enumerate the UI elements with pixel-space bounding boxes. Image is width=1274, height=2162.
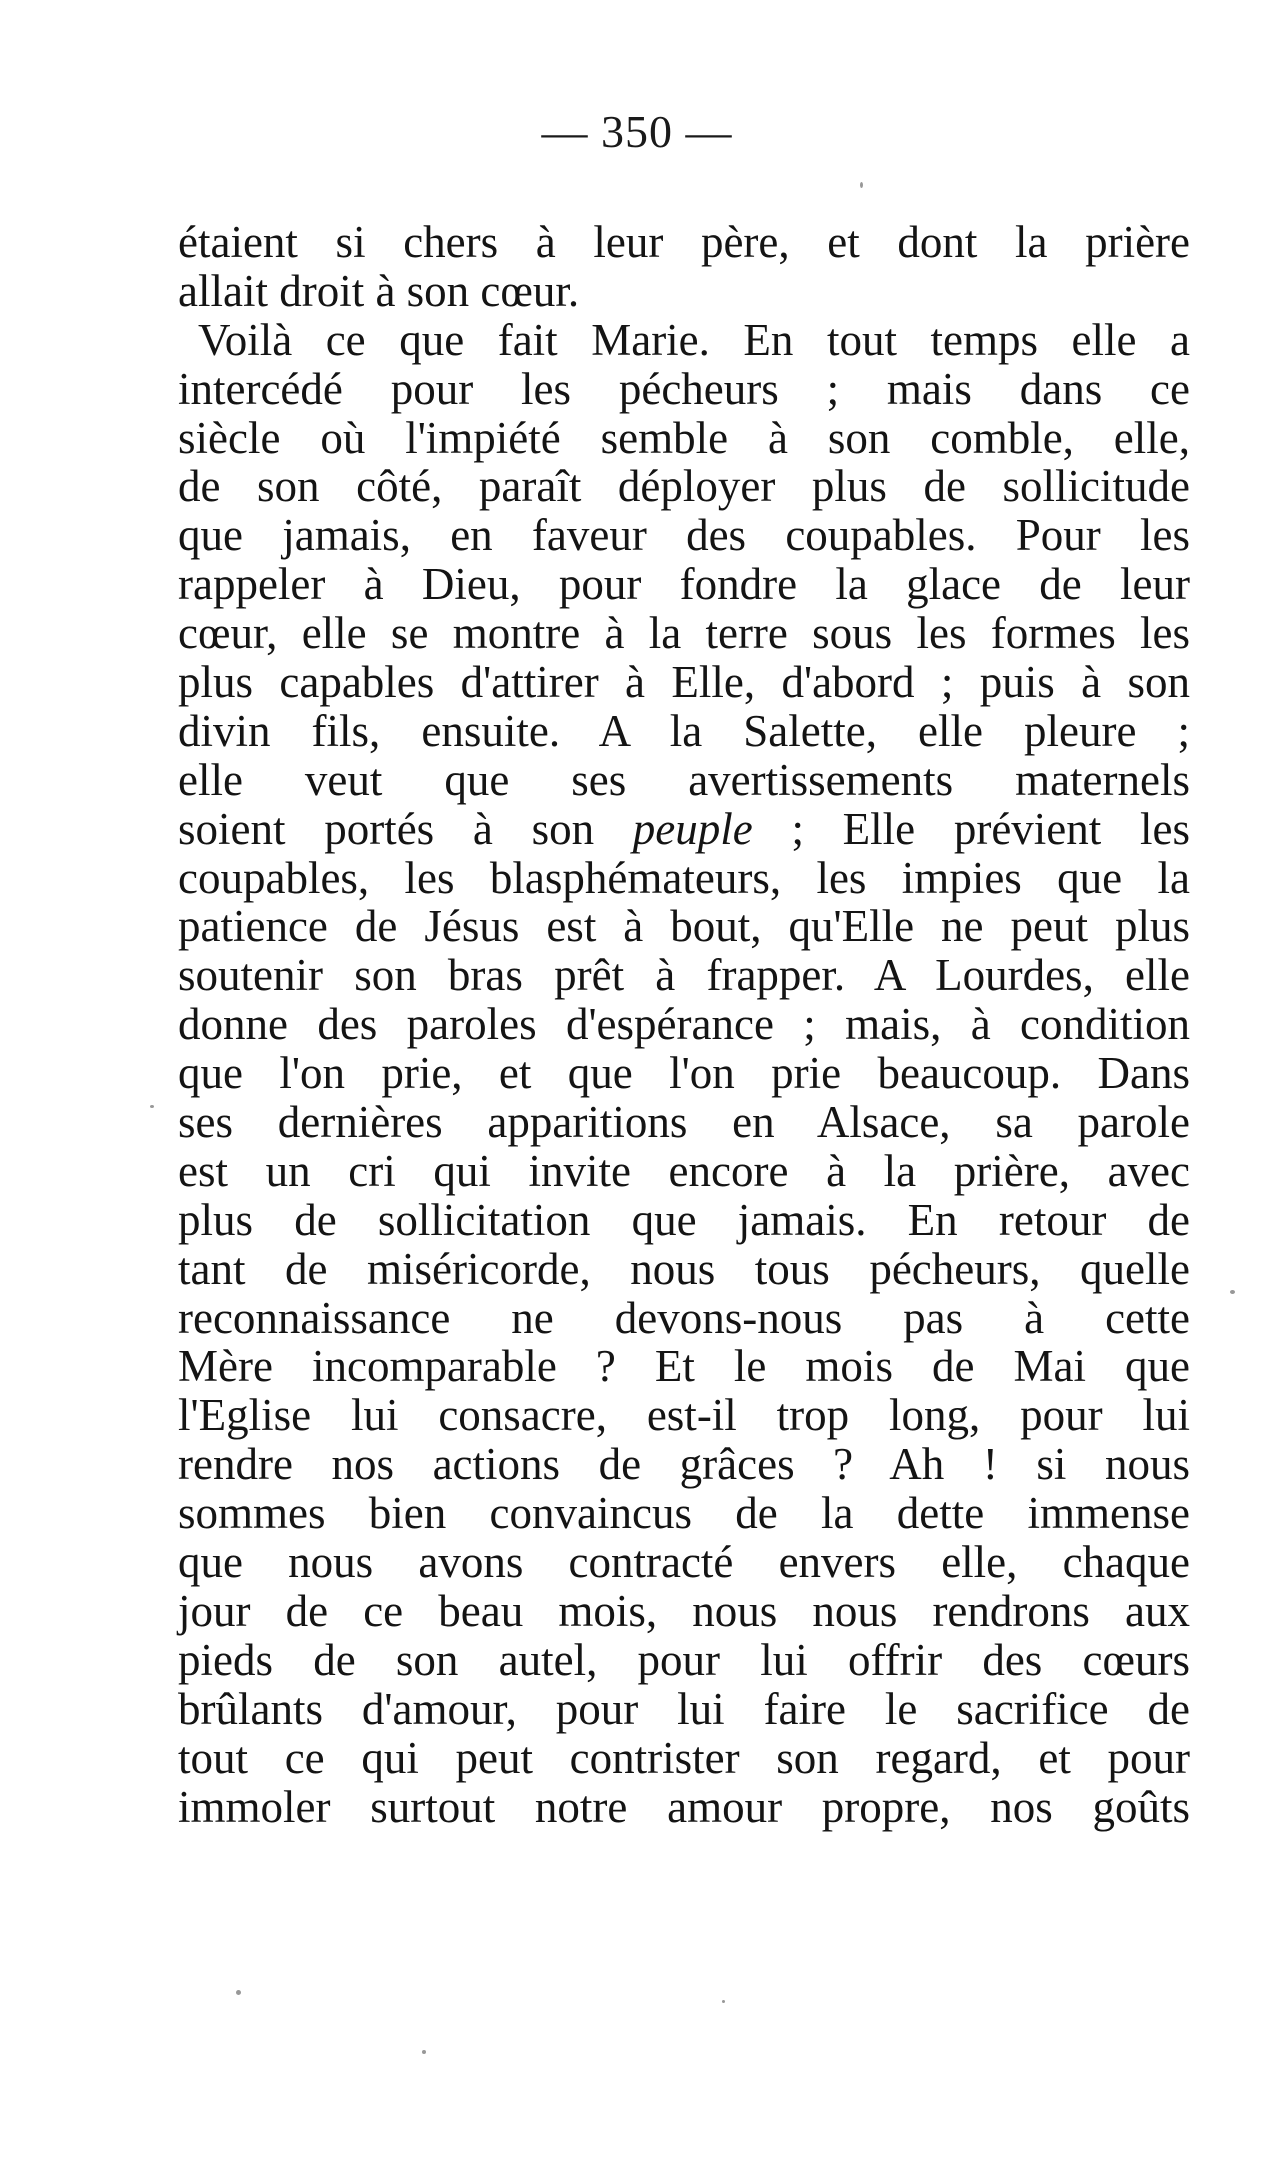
text-line: de son côté, paraît déployer plus de sollicitude [178,461,1190,512]
text-line: jour de ce beau mois, nous nous rendrons aux [178,1585,1190,1636]
text-line: étaient si chers à leur père, et dont la prière [178,217,1190,267]
text-line: reconnaissance ne devons-nous pas à cette [178,1292,1190,1343]
scan-speck [860,182,863,188]
scan-speck [422,2050,426,2054]
scan-speck [722,2000,725,2003]
text-line: siècle où l'impiété semble à son comble, elle, [178,412,1190,463]
text-line: immoler surtout notre amour propre, nos goûts [178,1781,1190,1832]
text-line: pieds de son autel, pour lui offrir des cœurs [178,1634,1190,1685]
text-line: est un cri qui invite encore à la prière, avec [178,1145,1190,1196]
text-line: plus capables d'attirer à Elle, d'abord ; puis à son [178,657,1190,708]
text-line: sommes bien convaincus de la dette immense [178,1488,1190,1539]
text-line: l'Eglise lui consacre, est-il trop long, pour lui [178,1390,1190,1441]
text-line: ses dernières apparitions en Alsace, sa parole [178,1097,1190,1148]
text-line: allait droit à son cœur. [178,265,580,316]
text-line: soient portés à son peuple ; Elle prévient les [178,803,1190,854]
text-line: patience de Jésus est à bout, qu'Elle ne peut plus [178,901,1190,952]
text-line: tout ce qui peut contrister son regard, et pour [178,1732,1190,1783]
text-line: cœur, elle se montre à la terre sous les formes les [178,608,1190,659]
text-line: rappeler à Dieu, pour fondre la glace de leur [178,559,1190,610]
text-line: donne des paroles d'espérance ; mais, à condition [178,999,1190,1050]
text-line: elle veut que ses avertissements maternels [178,754,1190,805]
scan-speck [150,1105,154,1108]
text-line: Mère incomparable ? Et le mois de Mai que [178,1341,1190,1392]
page-number: — 350 — [541,106,733,157]
text-line: que l'on prie, et que l'on prie beaucoup. Dans [178,1048,1190,1099]
text-line: coupables, les blasphémateurs, les impies que la [178,852,1190,903]
text-line: tant de miséricorde, nous tous pécheurs, quelle [178,1243,1190,1294]
text-line: soutenir son bras prêt à frapper. A Lourdes, elle [178,950,1190,1001]
scan-speck [236,1990,241,1995]
text-line: brûlants d'amour, pour lui faire le sacrifice de [178,1683,1190,1734]
text-line: que nous avons contracté envers elle, chaque [178,1537,1190,1588]
text-line: intercédé pour les pécheurs ; mais dans ce [178,363,1190,414]
text-line: divin fils, ensuite. A la Salette, elle pleure ; [178,705,1190,756]
text-line: que jamais, en faveur des coupables. Pour les [178,510,1190,561]
emphasized-word: peuple [632,803,753,854]
text-line: rendre nos actions de grâces ? Ah ! si nous [178,1439,1190,1490]
body-text [178,218,1190,1831]
text-line: Voilà ce que fait Marie. En tout temps elle a [198,314,1190,365]
scan-speck [1230,1290,1235,1294]
text-line: plus de sollicitation que jamais. En retour de [178,1194,1190,1245]
